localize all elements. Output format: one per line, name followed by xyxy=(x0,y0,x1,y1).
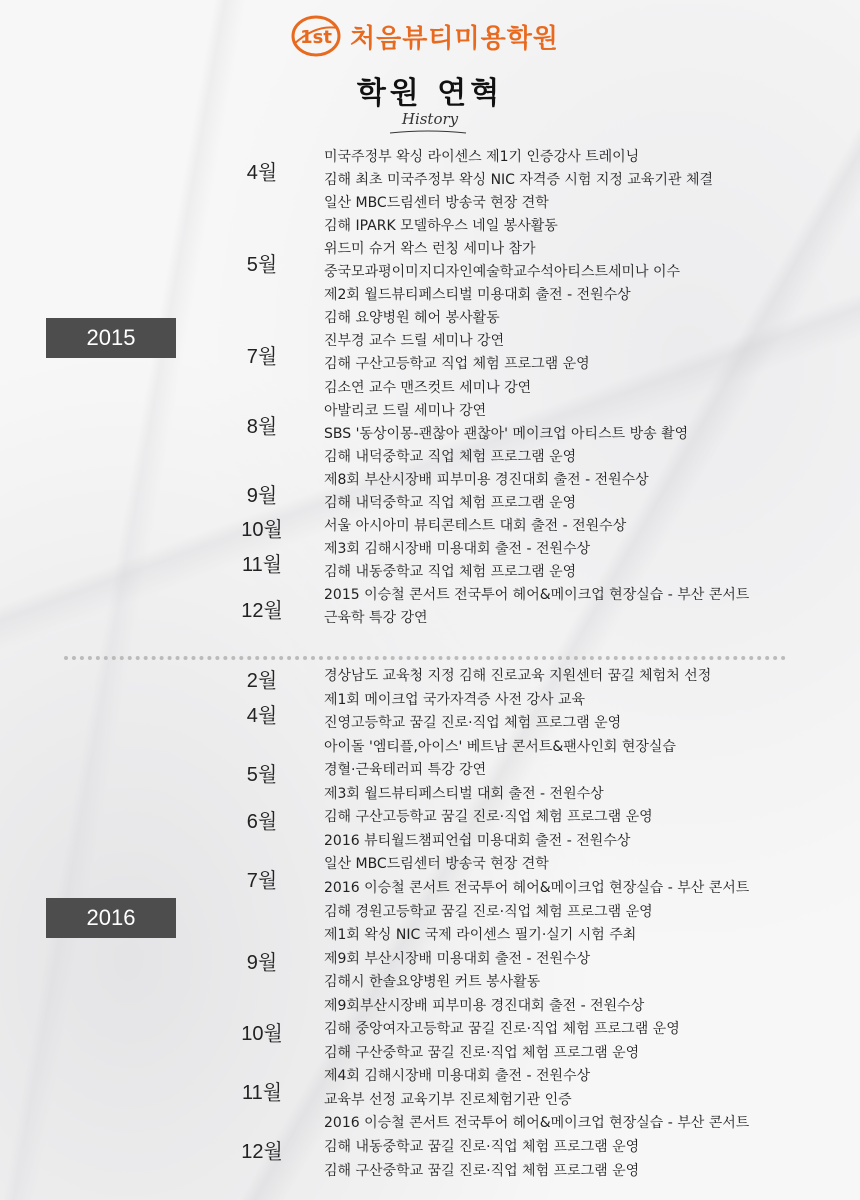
event-item: 김해 내동중학교 꿈길 진로·직업 체험 프로그램 운영 xyxy=(324,1139,640,1155)
event-item: 김해 최초 미국주정부 왁싱 NIC 자격증 시험 지정 교육기관 체결 xyxy=(324,172,714,189)
event-item: 제3회 월드뷰티페스티벌 대회 출전 - 전원수상 xyxy=(324,785,604,802)
event-item: 김해 구산중학교 꿈길 진로·직업 체험 프로그램 운영 xyxy=(324,1044,640,1061)
event-item: 경혈·근육테러피 특강 강연 xyxy=(324,762,487,779)
event-item: 김해 중앙여자고등학교 꿈길 진로·직업 체험 프로그램 운영 xyxy=(324,1021,680,1038)
month-label: 2월 xyxy=(246,669,278,692)
event-item: 2015 이승철 콘서트 전국투어 헤어&메이크업 현장실습 - 부산 콘서트 xyxy=(324,586,750,603)
event-item: 진부경 교수 드릴 세미나 강연 xyxy=(324,333,505,350)
event-item: 김해 구산고등학교 직업 체험 프로그램 운영 xyxy=(324,356,590,373)
underline-flourish-icon xyxy=(388,128,468,136)
event-item: 아발리코 드릴 세미나 강연 xyxy=(324,402,487,419)
event-item: 일산 MBC드림센터 방송국 현장 견학 xyxy=(324,195,549,212)
event-item: 아이돌 '엠티플,아이스' 베트남 콘서트&팬사인회 현장실습 xyxy=(324,738,676,755)
month-label: 5월 xyxy=(246,254,278,277)
month-label: 10월 xyxy=(241,519,283,542)
page-title: 학원 연혁 xyxy=(356,76,504,111)
month-label: 5월 xyxy=(246,763,278,786)
event-item: 김해 구산중학교 꿈길 진로·직업 체험 프로그램 운영 xyxy=(324,1162,640,1179)
month-label: 6월 xyxy=(246,811,278,834)
month-label: 8월 xyxy=(246,415,278,438)
event-item: 근육학 특강 강연 xyxy=(324,610,428,626)
event-item: 일산 MBC드림센터 방송국 현장 견학 xyxy=(324,856,549,873)
month-label: 4월 xyxy=(246,162,278,185)
event-item: SBS '동상이몽-괜찮아 괜찮아' 메이크업 아티스트 방송 촬영 xyxy=(324,425,689,442)
month-label: 11월 xyxy=(241,553,283,576)
page-subtitle: History xyxy=(401,110,459,128)
brand-name: 처음뷰티미용학원 xyxy=(350,24,559,54)
year-badge-2016: 2016 xyxy=(46,898,176,938)
event-item: 김해 요양병원 헤어 봉사활동 xyxy=(324,310,500,327)
event-item: 제2회 월드뷰티페스티벌 미용대회 출전 - 전원수상 xyxy=(324,287,631,304)
event-item: 2016 이승철 콘서트 전국투어 헤어&메이크업 현장실습 - 부산 콘서트 xyxy=(324,879,750,896)
event-item: 김소연 교수 맨즈컷트 세미나 강연 xyxy=(324,379,532,396)
event-item: 김해 구산고등학교 꿈길 진로·직업 체험 프로그램 운영 xyxy=(324,809,653,826)
event-item: 제3회 김해시장배 미용대회 출전 - 전원수상 xyxy=(324,540,591,557)
logo-text: 1st xyxy=(300,27,332,48)
event-item: 김해 IPARK 모델하우스 네일 봉사활동 xyxy=(324,218,558,235)
event-item: 김해 내덕중학교 직업 체험 프로그램 운영 xyxy=(324,494,577,511)
event-item: 교육부 선정 교육기부 진로체험기관 인증 xyxy=(324,1091,572,1108)
event-item: 2016 뷰티월드챔피언쉽 미용대회 출전 - 전원수상 xyxy=(324,832,631,849)
event-item: 김해시 한솔요양병원 커트 봉사활동 xyxy=(324,974,541,991)
month-label: 12월 xyxy=(241,1140,283,1163)
event-item: 2016 이승철 콘서트 전국투어 헤어&메이크업 현장실습 - 부산 콘서트 xyxy=(324,1115,750,1132)
month-label: 11월 xyxy=(241,1081,283,1104)
event-item: 제1회 왁싱 NIC 국제 라이센스 필기·실기 시험 주최 xyxy=(324,927,637,944)
event-item: 위드미 슈거 왁스 런칭 세미나 참가 xyxy=(324,241,536,258)
month-label: 7월 xyxy=(246,869,278,892)
event-item: 제8회 부산시장배 피부미용 경진대회 출전 - 전원수상 xyxy=(324,471,649,488)
year-badge-2015: 2015 xyxy=(46,318,176,358)
event-item: 미국주정부 왁싱 라이센스 제1기 인증강사 트레이닝 xyxy=(324,149,640,165)
event-item: 서울 아시아미 뷰티콘테스트 대회 출전 - 전원수상 xyxy=(324,517,627,534)
event-item: 김해 내동중학교 직업 체험 프로그램 운영 xyxy=(324,563,577,580)
event-item: 김해 내덕중학교 직업 체험 프로그램 운영 xyxy=(324,448,577,465)
month-label: 7월 xyxy=(246,346,278,369)
event-item: 제1회 메이크업 국가자격증 사전 강사 교육 xyxy=(324,691,586,708)
event-item: 경상남도 교육청 지정 김해 진로교육 지원센터 꿈길 체험처 선정 xyxy=(324,668,712,684)
event-item: 제9회 부산시장배 미용대회 출전 - 전원수상 xyxy=(324,950,591,967)
month-label: 9월 xyxy=(246,484,278,507)
event-item: 제9회부산시장배 피부미용 경진대회 출전 - 전원수상 xyxy=(324,997,645,1014)
event-item: 진영고등학교 꿈길 진로·직업 체험 프로그램 운영 xyxy=(324,715,622,732)
page-header xyxy=(0,0,860,140)
event-item: 제4회 김해시장배 미용대회 출전 - 전원수상 xyxy=(324,1068,591,1085)
month-label: 10월 xyxy=(241,1023,283,1046)
year-divider xyxy=(64,656,786,660)
event-item: 김해 경원고등학교 꿈길 진로·직업 체험 프로그램 운영 xyxy=(324,903,653,920)
month-label: 9월 xyxy=(246,952,278,975)
event-item: 중국모과평이미지디자인예술학교수석아티스트세미나 이수 xyxy=(324,264,681,281)
month-label: 4월 xyxy=(246,705,278,728)
month-label: 12월 xyxy=(241,600,283,622)
logo-icon xyxy=(290,14,342,58)
